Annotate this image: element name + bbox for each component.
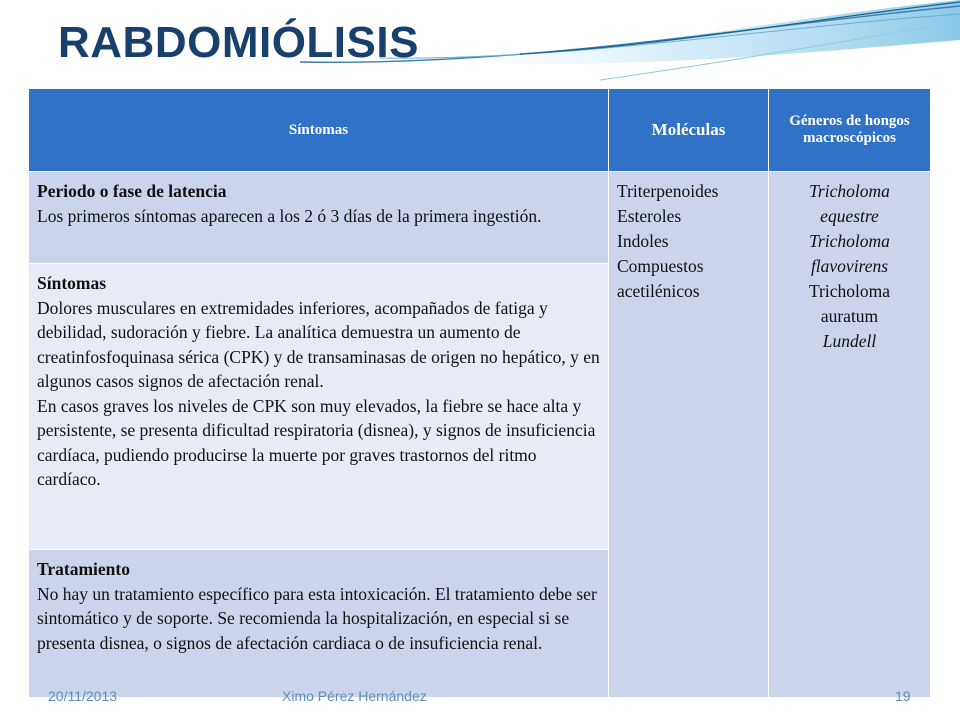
slide-title: RABDOMIÓLISIS [58,18,419,67]
header-molecules: Moléculas [609,89,769,172]
molecule-item: Triterpenoides [617,181,719,201]
footer-date: 20/11/2013 [48,688,118,704]
row-heading: Síntomas [37,273,107,293]
genus-item: auratum [820,306,879,326]
header-row [29,89,931,172]
genus-item: Lundell [822,331,877,351]
molecule-item: Compuestos [617,256,704,276]
symptom-cell-latency [29,172,609,264]
row-text: En casos graves los niveles de CPK son muy elevados, la fiebre se hace alta y persistente, se presenta dificultad respiratoria (disnea), y signos de insuficiencia cardíaca, pudiendo producirse la muerte por graves trastornos del ritmo cardíaco. [37,395,596,489]
row-text: Los primeros síntomas aparecen a los 2 ó 3 días de la primera ingestión. [37,205,542,226]
row-heading: Periodo o fase de latencia [37,181,227,201]
header-genera: Géneros de hongos macroscópicos [769,89,931,172]
genus-item: Tricholoma [809,181,890,201]
genus-item: Tricholoma [808,281,891,301]
molecule-item: acetilénicos [617,281,700,301]
header-symptoms: Síntomas [29,89,609,172]
rhabdomyolysis-table [28,88,931,698]
table-row [29,172,931,264]
symptom-cell-treatment [29,550,609,698]
genus-item: Tricholoma [809,231,890,251]
molecule-item: Indoles [617,231,669,251]
row-text: Dolores musculares en extremidades inferiores, acompañados de fatiga y debilidad, sudoración y fiebre. La analítica demuestra un aumento de creatinfosfoquinasa sérica (CPK) y de transaminasas de origen no hepático, y en algunos casos signos de afectación renal. [37,297,600,391]
page-number: 19 [895,688,911,704]
row-text: No hay un tratamiento específico para esta intoxicación. El tratamiento debe ser sintomático y de soporte. Se recomienda la hospitalización, en especial si se presenta disnea, o signos de afectación cardiaca o de insuficiencia renal. [37,583,597,653]
symptom-cell-symptoms [29,264,609,550]
molecule-item: Esteroles [617,206,682,226]
row-heading: Tratamiento [37,559,130,579]
genera-cell [769,172,931,698]
molecules-cell [609,172,769,698]
genus-item: equestre [820,206,879,226]
genus-item: flavovirens [810,256,889,276]
footer-author: Ximo Pérez Hernández [282,688,427,704]
